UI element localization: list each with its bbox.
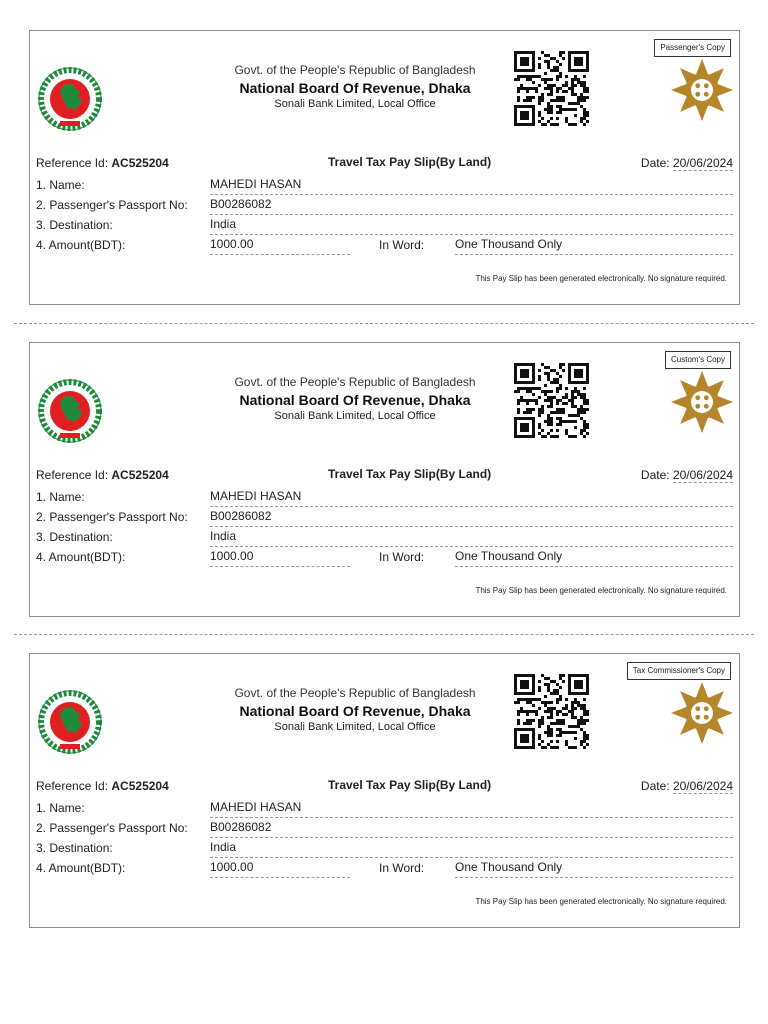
slip-footer-note: This Pay Slip has been generated electronically. No signature required. — [475, 586, 727, 595]
destination-row — [36, 528, 733, 547]
slip-date: Date: 20/06/2024 — [640, 468, 733, 482]
cut-line — [14, 634, 754, 635]
amount-label: 4. Amount(BDT): — [36, 550, 126, 564]
passport-row — [36, 196, 733, 215]
amount-row — [36, 548, 733, 567]
reference-id-value: AC525204 — [111, 468, 169, 482]
slip-date: Date: 20/06/2024 — [640, 156, 733, 170]
slip-meta-row — [36, 778, 733, 794]
nbr-logo-icon — [670, 681, 734, 745]
copy-label: Custom's Copy — [665, 351, 731, 369]
amount-label: 4. Amount(BDT): — [36, 238, 126, 252]
name-label: 1. Name: — [36, 178, 85, 192]
pay-slip-passenger-copy — [29, 30, 740, 305]
passport-label: 2. Passenger's Passport No: — [36, 821, 188, 835]
destination-label: 3. Destination: — [36, 530, 113, 544]
in-word-value: One Thousand Only — [455, 860, 733, 878]
bangladesh-emblem-icon — [38, 690, 102, 754]
nbr-logo-icon — [670, 370, 734, 434]
slip-header — [190, 686, 520, 734]
bangladesh-emblem-icon — [38, 379, 102, 443]
name-label: 1. Name: — [36, 490, 85, 504]
destination-row — [36, 216, 733, 235]
passport-value: B00286082 — [210, 509, 733, 527]
passport-row — [36, 819, 733, 838]
qr-code-icon — [514, 363, 589, 438]
amount-value: 1000.00 — [210, 549, 350, 567]
reference-id-value: AC525204 — [111, 156, 169, 170]
in-word-value: One Thousand Only — [455, 549, 733, 567]
date-value: 20/06/2024 — [672, 779, 733, 793]
reference-id: Reference Id: AC525204 — [36, 156, 169, 170]
slip-title: Travel Tax Pay Slip(By Land) — [328, 778, 492, 792]
reference-id: Reference Id: AC525204 — [36, 468, 169, 482]
destination-label: 3. Destination: — [36, 841, 113, 855]
slip-header — [190, 375, 520, 423]
slip-date: Date: 20/06/2024 — [640, 779, 733, 793]
destination-value: India — [210, 217, 733, 235]
reference-id: Reference Id: AC525204 — [36, 779, 169, 793]
slip-meta-row — [36, 155, 733, 171]
reference-id-value: AC525204 — [111, 779, 169, 793]
destination-label: 3. Destination: — [36, 218, 113, 232]
destination-value: India — [210, 529, 733, 547]
amount-row — [36, 859, 733, 878]
qr-code-icon — [514, 674, 589, 749]
cut-line — [14, 323, 754, 324]
govt-title: Govt. of the People's Republic of Bangladesh — [234, 63, 476, 77]
passport-label: 2. Passenger's Passport No: — [36, 198, 188, 212]
passport-row — [36, 508, 733, 527]
destination-row — [36, 839, 733, 858]
copy-label: Tax Commissioner's Copy — [627, 662, 731, 680]
amount-value: 1000.00 — [210, 237, 350, 255]
bank-title: Sonali Bank Limited, Local Office — [274, 721, 436, 733]
pay-slip-tax-commissioner-copy — [29, 653, 740, 928]
slip-meta-row — [36, 467, 733, 483]
name-label: 1. Name: — [36, 801, 85, 815]
name-row — [36, 799, 733, 818]
board-title: National Board Of Revenue, Dhaka — [239, 703, 471, 719]
passport-value: B00286082 — [210, 820, 733, 838]
slip-footer-note: This Pay Slip has been generated electronically. No signature required. — [475, 897, 727, 906]
board-title: National Board Of Revenue, Dhaka — [239, 392, 471, 408]
amount-row — [36, 236, 733, 255]
in-word-label: In Word: — [379, 550, 425, 564]
name-value: MAHEDI HASAN — [210, 800, 733, 818]
destination-value: India — [210, 840, 733, 858]
passport-value: B00286082 — [210, 197, 733, 215]
passport-label: 2. Passenger's Passport No: — [36, 510, 188, 524]
bank-title: Sonali Bank Limited, Local Office — [274, 410, 436, 422]
pay-slip-customs-copy — [29, 342, 740, 617]
slip-header — [190, 63, 520, 111]
in-word-label: In Word: — [379, 238, 425, 252]
bank-title: Sonali Bank Limited, Local Office — [274, 98, 436, 110]
amount-label: 4. Amount(BDT): — [36, 861, 126, 875]
slip-title: Travel Tax Pay Slip(By Land) — [328, 467, 492, 481]
name-value: MAHEDI HASAN — [210, 177, 733, 195]
amount-value: 1000.00 — [210, 860, 350, 878]
slip-footer-note: This Pay Slip has been generated electronically. No signature required. — [475, 274, 727, 283]
slip-title: Travel Tax Pay Slip(By Land) — [328, 155, 492, 169]
name-row — [36, 488, 733, 507]
name-value: MAHEDI HASAN — [210, 489, 733, 507]
qr-code-icon — [514, 51, 589, 126]
copy-label: Passenger's Copy — [654, 39, 731, 57]
nbr-logo-icon — [670, 58, 734, 122]
govt-title: Govt. of the People's Republic of Bangladesh — [234, 686, 476, 700]
name-row — [36, 176, 733, 195]
bangladesh-emblem-icon — [38, 67, 102, 131]
govt-title: Govt. of the People's Republic of Bangladesh — [234, 375, 476, 389]
date-value: 20/06/2024 — [672, 156, 733, 170]
board-title: National Board Of Revenue, Dhaka — [239, 80, 471, 96]
in-word-value: One Thousand Only — [455, 237, 733, 255]
in-word-label: In Word: — [379, 861, 425, 875]
date-value: 20/06/2024 — [672, 468, 733, 482]
